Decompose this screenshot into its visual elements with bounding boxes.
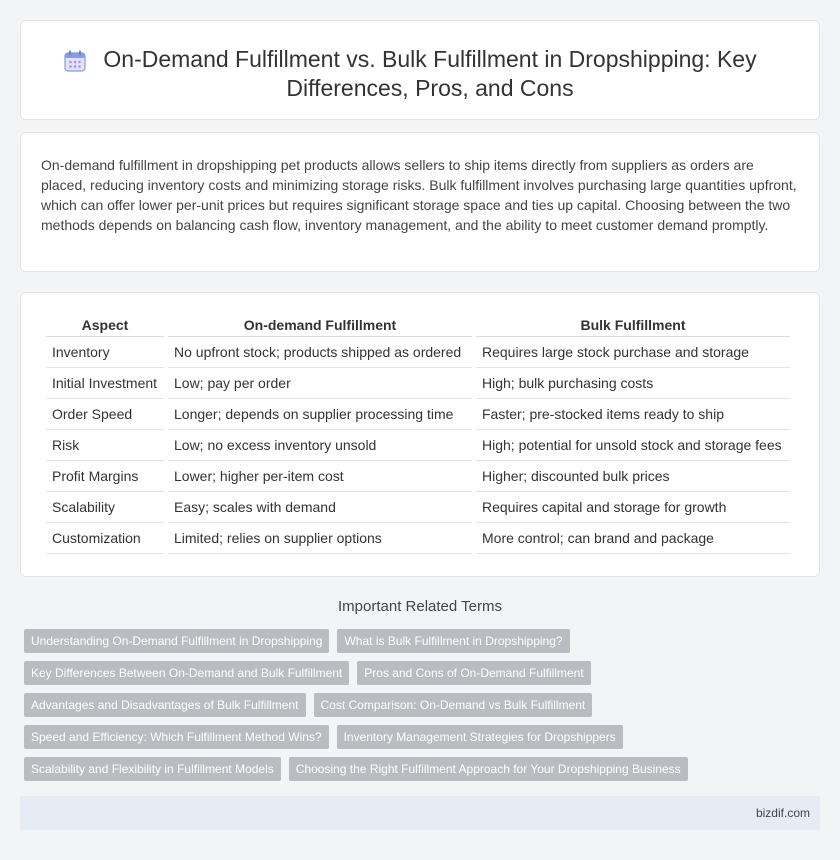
table-cell: Easy; scales with demand <box>168 492 472 523</box>
related-term-link[interactable]: Inventory Management Strategies for Dropshippers <box>337 725 623 749</box>
table-cell: Scalability <box>46 492 164 523</box>
table-cell: More control; can brand and package <box>476 523 790 554</box>
tag-row <box>24 629 804 653</box>
related-term-link[interactable]: Choosing the Right Fulfillment Approach for Your Dropshipping Business <box>289 757 688 781</box>
title-wrap <box>21 45 819 103</box>
table-cell: Longer; depends on supplier processing time <box>168 399 472 430</box>
tag-row <box>24 725 804 749</box>
table-cell: Order Speed <box>46 399 164 430</box>
related-terms-list <box>24 629 804 789</box>
related-term-link[interactable]: Speed and Efficiency: Which Fulfillment Method Wins? <box>24 725 329 749</box>
intro-card <box>20 132 820 272</box>
table-cell: Risk <box>46 430 164 461</box>
related-term-link[interactable]: Scalability and Flexibility in Fulfillment Models <box>24 757 281 781</box>
table-row <box>46 461 790 492</box>
table-row <box>46 399 790 430</box>
related-term-link[interactable]: Pros and Cons of On-Demand Fulfillment <box>357 661 590 685</box>
table-cell: Higher; discounted bulk prices <box>476 461 790 492</box>
table-row <box>46 337 790 368</box>
table-cell: Customization <box>46 523 164 554</box>
table-row <box>46 430 790 461</box>
table-cell: Inventory <box>46 337 164 368</box>
comparison-table <box>42 315 794 554</box>
table-cell: Lower; higher per-item cost <box>168 461 472 492</box>
table-cell: Profit Margins <box>46 461 164 492</box>
table-row <box>46 523 790 554</box>
related-terms-title: Important Related Terms <box>338 598 502 615</box>
related-term-link[interactable]: What is Bulk Fulfillment in Dropshipping? <box>337 629 569 653</box>
column-header-aspect: Aspect <box>46 315 164 337</box>
related-term-link[interactable]: Understanding On-Demand Fulfillment in Dropshipping <box>24 629 329 653</box>
page-title: On-Demand Fulfillment vs. Bulk Fulfillment in Dropshipping: Key Differences, Pros, and Cons <box>103 46 757 101</box>
table-cell: Requires large stock purchase and storage <box>476 337 790 368</box>
related-term-link[interactable]: Cost Comparison: On-Demand vs Bulk Fulfillment <box>314 693 593 717</box>
footer-site-link[interactable]: bizdif.com <box>755 806 810 820</box>
tag-row <box>24 693 804 717</box>
column-header-on-demand: On-demand Fulfillment <box>168 315 472 337</box>
table-cell: High; potential for unsold stock and storage fees <box>476 430 790 461</box>
column-header-bulk: Bulk Fulfillment <box>476 315 790 337</box>
comparison-table-card <box>20 292 820 577</box>
table-cell: Initial Investment <box>46 368 164 399</box>
table-row <box>46 368 790 399</box>
table-cell: No upfront stock; products shipped as ordered <box>168 337 472 368</box>
table-header-row <box>46 315 790 337</box>
table-cell: Limited; relies on supplier options <box>168 523 472 554</box>
table-cell: High; bulk purchasing costs <box>476 368 790 399</box>
related-term-link[interactable]: Advantages and Disadvantages of Bulk Fulfillment <box>24 693 306 717</box>
table-row <box>46 492 790 523</box>
related-term-link[interactable]: Key Differences Between On-Demand and Bulk Fulfillment <box>24 661 349 685</box>
header-card <box>20 20 820 120</box>
tag-row <box>24 757 804 781</box>
footer <box>20 796 820 830</box>
table-cell: Low; no excess inventory unsold <box>168 430 472 461</box>
table-cell: Low; pay per order <box>168 368 472 399</box>
calendar-icon <box>63 49 87 73</box>
table-cell: Faster; pre-stocked items ready to ship <box>476 399 790 430</box>
tag-row <box>24 661 804 685</box>
table-cell: Requires capital and storage for growth <box>476 492 790 523</box>
intro-paragraph: On-demand fulfillment in dropshipping pet products allows sellers to ship items directly from suppliers as orders are placed, reducing inventory costs and minimizing storage risks. Bulk fulfillment involves purchasing large quantities upfront, which can offer lower per-unit prices but requires significant storage space and ties up capital. Choosing between the two methods depends on balancing cash flow, inventory management, and the ability to meet customer demand promptly. <box>41 157 797 233</box>
